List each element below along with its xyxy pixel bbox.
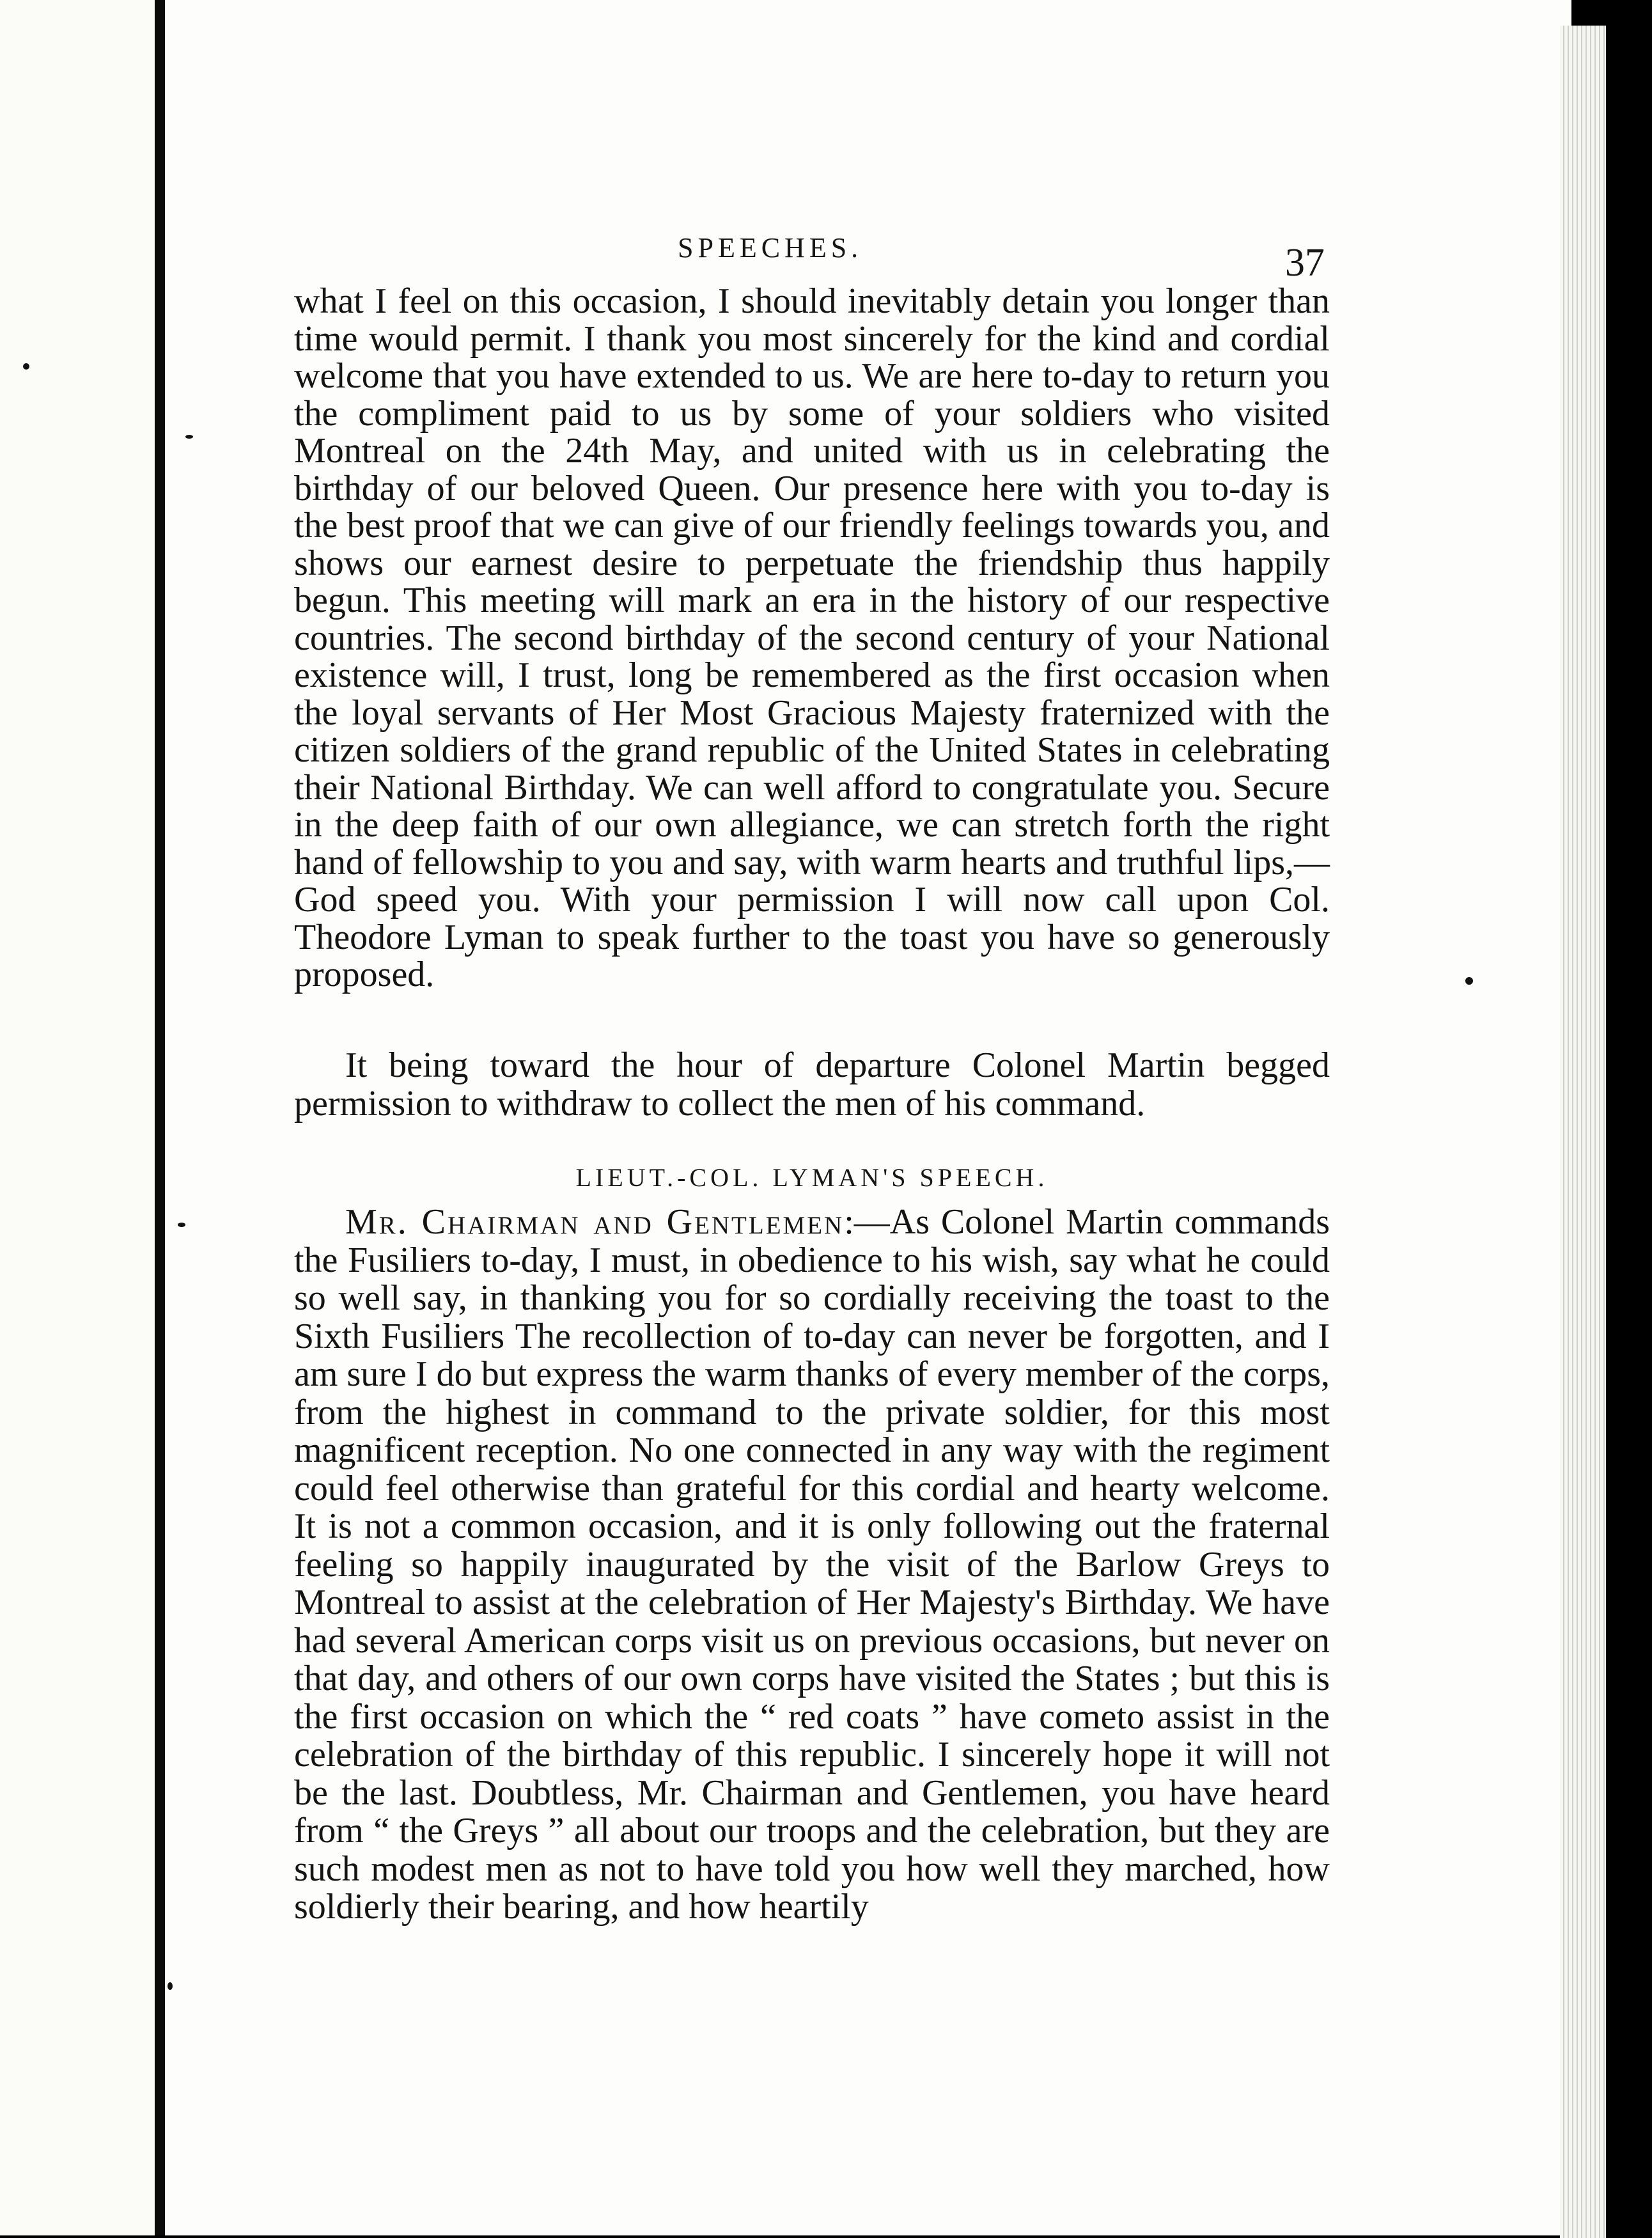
stray-mark	[1465, 977, 1473, 985]
stray-mark	[178, 1223, 185, 1227]
stray-mark	[23, 363, 29, 370]
paragraph-1: what I feel on this occasion, I should inevitably detain you longer than time would permit. I thank you most sincerely for the kind and cordial welcome that you have extended to us. We are here to-day to return you the compliment paid to us by some of your soldiers who visited Montreal on the 24th May, and united with us in celebrating the birthday of our beloved Queen. Our presence here with you to-day is the best proof that we can give of our friendly feelings towards you, and shows our earnest desire to perpetuate the friendship thus happily begun. This meeting will mark an era in the history of our respective countries. The second birthday of the second century of your National existence will, I trust, long be remembered as the first occasion when the loyal servants of Her Most Gracious Majesty fraternized with the citizen soldiers of the grand republic of the United States in celebrating their National Birthday. We can well afford to congratulate you. Secure in the deep faith of our own allegiance, we can stretch forth the right hand of fellowship to you and say, with warm hearts and truthful lips,—God speed you. With your permission I will now call upon Col. Theodore Lyman to speak further to the toast you have so generously proposed.	[294, 281, 1330, 994]
salutation: Mr. Chairman and Gentlemen	[345, 1202, 845, 1242]
page-number: 37	[1285, 241, 1325, 285]
paragraph-2: It being toward the hour of departure Colonel Martin begged permission to withdraw to collect the men of his command.	[294, 1045, 1330, 1123]
paragraph-3	[294, 1203, 1330, 1927]
running-head: SPEECHES.	[678, 232, 863, 263]
section-heading: LIEUT.-COL. LYMAN'S SPEECH.	[575, 1163, 1048, 1192]
stray-mark	[168, 1982, 173, 1990]
page-edges	[1560, 26, 1606, 2238]
right-border	[1606, 0, 1652, 2235]
paragraph-3-body: :—As Colonel Martin commands the Fusiliers to-day, I must, in obedience to his wish, say what he could so well say, in thanking you for so cordially receiving the toast to the Sixth Fusiliers The recollection of to-day can never be forgotten, and I am sure I do but express the warm thanks of every member of the corps, from the highest in command to the private soldier, for this most magnificent reception. No one connected in any way with the regiment could feel otherwise than grateful for this cordial and hearty welcome. It is not a common occasion, and it is only following out the fraternal feeling so happily inaugurated by the visit of the Barlow Greys to Montreal to assist at the celebration of Her Majesty's Birthday. We have had several American corps visit us on previous occasions, but never on that day, and others of our own corps have visited the States ; but this is the first occasion on which the “ red coats ” have cometo assist in the celebration of the birthday of this republic. I sincerely hope it will not be the last. Doubtless, Mr. Chairman and Gentlemen, you have heard from “ the Greys ” all about our troops and the celebration, but they are such modest men as not to have told you how well they marched, how soldierly their bearing, and how heartily	[294, 1202, 1330, 1927]
facing-page	[0, 0, 155, 2235]
stray-mark	[185, 435, 193, 439]
